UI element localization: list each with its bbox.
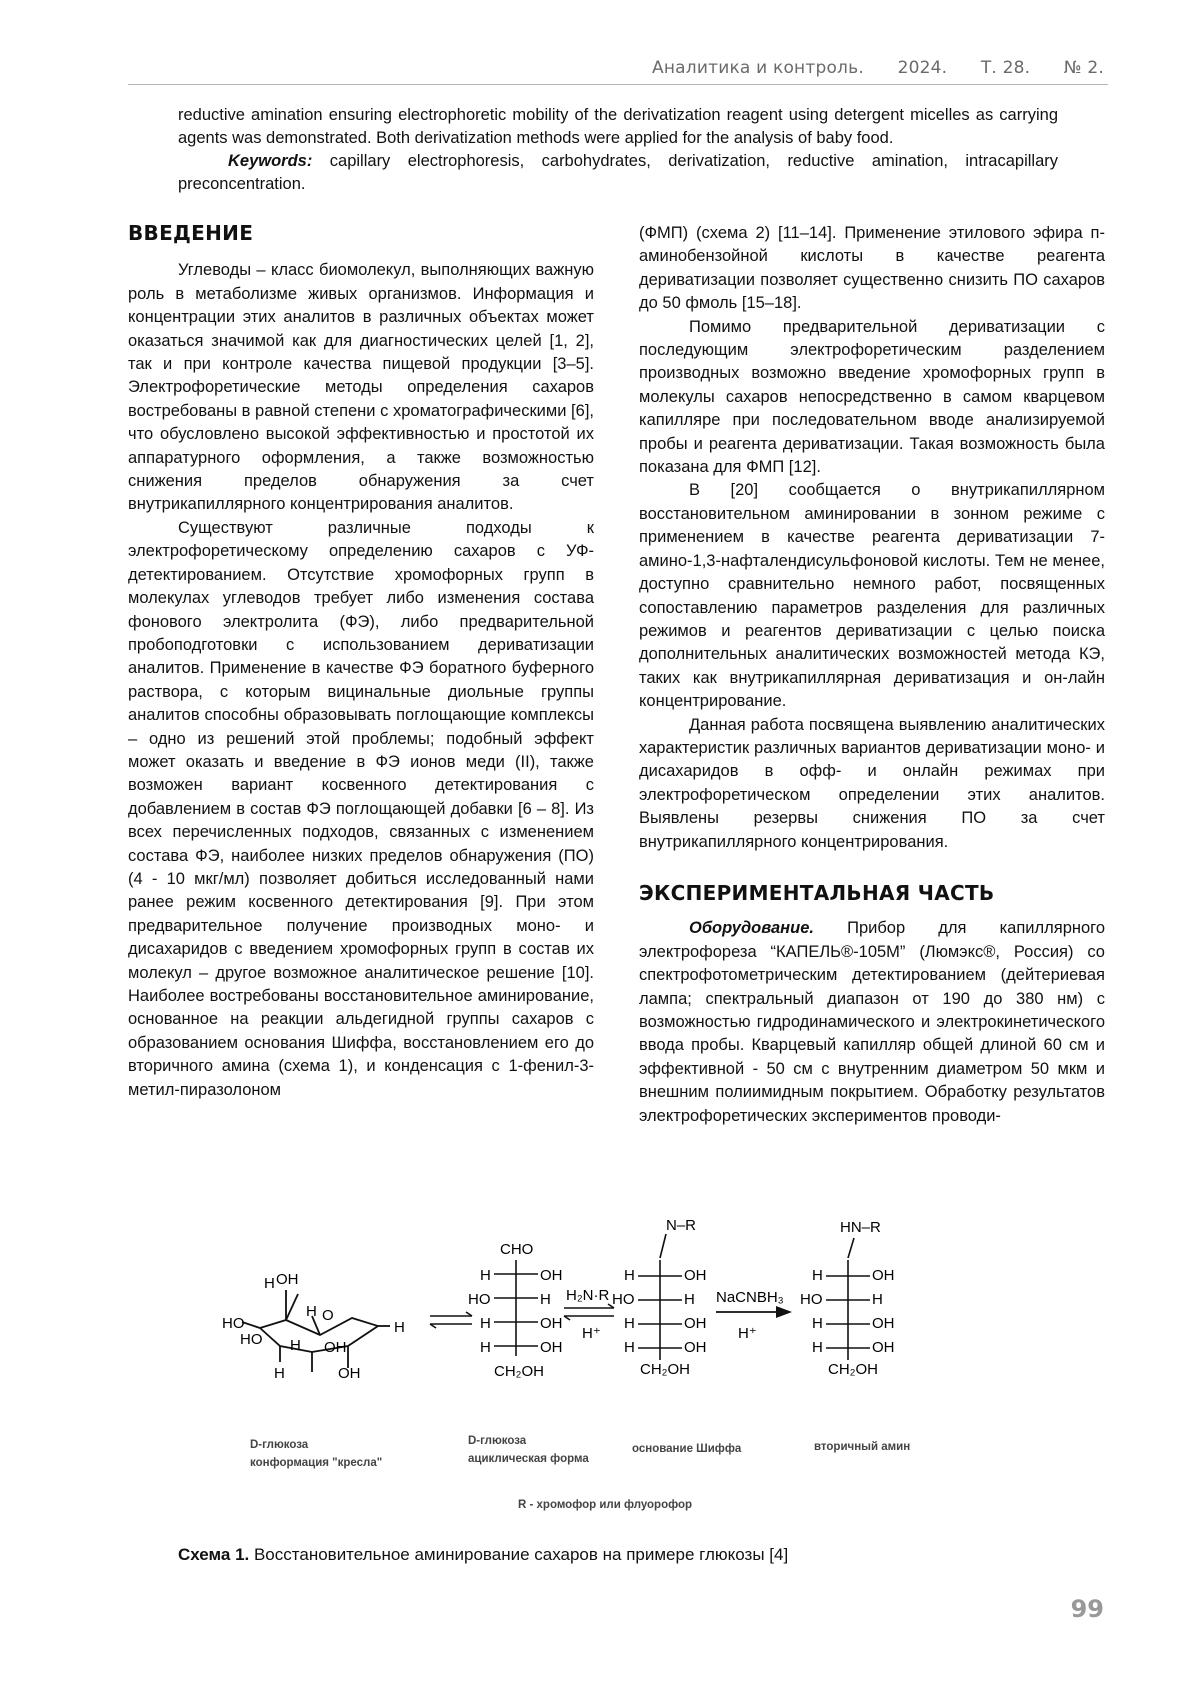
experimental-heading: ЭКСПЕРИМЕНТАЛЬНАЯ ЧАСТЬ [639,880,995,905]
schiff-oh-1: OH [684,1267,707,1284]
acyclic-ho-2: HO [468,1291,491,1308]
acyclic-cho: CHO [500,1241,534,1258]
amine-h-4: H [812,1339,823,1356]
equilibrium-arrow-2 [564,1304,614,1320]
chair-oh-mid: OH [324,1339,347,1356]
acid-catalyst-2: H⁺ [738,1325,757,1342]
chair-oh-top: OH [276,1271,299,1288]
acid-catalyst-1: H⁺ [582,1325,601,1342]
amine-h-2: H [872,1291,883,1308]
right-column [639,222,1105,1128]
reducing-agent: NaCNBH₃ [716,1289,784,1306]
acyclic-ch2oh: CH₂OH [494,1363,544,1380]
schiff-h-2: H [684,1291,695,1308]
page-number: 99 [1070,1595,1104,1623]
scheme-1-figure [220,1217,1000,1530]
schiff-ho-2: HO [612,1291,635,1308]
label-glucose-chair-2: конформация "кресла" [250,1457,383,1469]
amine-oh-4: OH [872,1339,895,1356]
abstract [178,104,1058,196]
intro-paragraph-5: Данная работа посвящена выявлению аналитических характеристик различных вариантов дериватизации моно- и дисахаридов в офф- и онлайн режимах при электрофоретическом определении этих аналитов. Выявлены резервы снижения ПО за счет внутрикапиллярного концентрирования. [639,715,1105,851]
running-header [624,58,1104,78]
amine-ch2oh: CH₂OH [828,1361,878,1378]
caption-text: Восстановительное аминирование сахаров на примере глюкозы [4] [249,1545,789,1564]
acyclic-h-3: H [480,1315,491,1332]
reduction-arrow [716,1306,792,1318]
keywords-text: capillary electrophoresis, carbohydrates, derivatization, reductive amination, intracapillary preconcentration. [178,152,1058,193]
chair-h-bottom: H [274,1365,285,1382]
equipment-lead: Оборудование. [689,919,814,938]
schiff-h-1: H [624,1267,635,1284]
chair-ho-2: HO [240,1331,263,1348]
journal-volume: Т. 28. [980,58,1031,78]
amine-hn-r: HN–R [840,1219,881,1236]
equilibrium-arrow [430,1312,472,1328]
label-glucose-acyclic-1: D-глюкоза [468,1435,527,1447]
acyclic-h-1: H [480,1267,491,1284]
equipment-text: Прибор для капиллярного электрофореза “КАПЕЛЬ®-105М” (Люмэкс®, Россия) со спектрофотометрическим детектированием (дейтериевая лампа; спектральный диапазон от 190 до 380 нм) с возможностью гидродинамического и электрокинетического ввода пробы. Кварцевый капилляр общей длиной 60 см и эффективной - 50 см с внутренним диаметром 50 мкм и внешним полиимидным покрытием. Обработку результатов электрофоретических экспериментов проводи- [639,919,1105,1125]
label-secondary-amine: вторичный амин [814,1441,911,1453]
caption-label: Схема 1. [178,1545,250,1564]
journal-year: 2024. [897,58,948,78]
intro-paragraph-2-continued: (ФМП) (схема 2) [11–14]. Применение этилового эфира п-аминобензойной кислоты в качестве реагента дериватизации позволяет существенно снизить ПО сахаров до 50 фмоль [15–18]. [639,224,1105,313]
acyclic-glucose-structure [494,1260,538,1356]
acyclic-h-2: H [540,1291,551,1308]
intro-paragraph-4: В [20] сообщается о внутрикапиллярном восстановительном аминировании в зонном режиме с применением в качестве реагента дериватизации 7-амино-1,3-нафталендисульфоновой кислоты. Тем не менее, доступно сравнительно немного работ, посвященных сопоставлению параметров разделения для различных режимов и реагентов дериватизации с целью поиска дополнительных аналитических возможностей метода КЭ, таких как внутрикапиллярная дериватизация и он-лайн концентрирование. [639,481,1105,711]
amine-h-1: H [812,1267,823,1284]
chair-ring-o: O [322,1307,334,1324]
label-glucose-acyclic-2: ациклическая форма [468,1453,589,1465]
journal-name: Аналитика и контроль. [652,58,864,78]
amine-h-3: H [812,1315,823,1332]
schiff-oh-4: OH [684,1339,707,1356]
schiff-n-r: N–R [666,1217,697,1234]
schiff-h-3: H [624,1315,635,1332]
schiff-base-structure [638,1234,682,1360]
amine-ho-2: HO [800,1291,823,1308]
acyclic-oh-1: OH [540,1267,563,1284]
left-column [128,222,594,1102]
chair-h-top: H [264,1275,275,1292]
schiff-oh-3: OH [684,1315,707,1332]
chair-h-low: H [290,1337,301,1354]
label-schiff-base: основание Шиффа [632,1443,742,1455]
label-r-note: R - хромофор или флуорофор [518,1499,693,1511]
amine-oh-1: OH [872,1267,895,1284]
chair-oh-bottom: OH [338,1365,361,1382]
reaction-scheme-svg [220,1217,1000,1530]
keywords-label: Keywords: [228,152,313,170]
intro-paragraph-1: Углеводы – класс биомолекул, выполняющих важную роль в метаболизме живых организмов. Информация и концентрации этих аналитов в различных объектах может оказаться значимой как для диагностических целей [1, 2], так и при контроле качества пищевой продукции [3–5]. Электрофоретические методы определения сахаров востребованы в равной степени с хроматографическими [6], что обусловлено высокой эффективностью и простотой их аппаратурного оформления, а также возможностью снижения пределов обнаружения за счет внутрикапиллярного концентрирования аналитов. [128,261,594,514]
scheme-caption [178,1545,788,1565]
chair-h-mid: H [306,1303,317,1320]
amine-oh-3: OH [872,1315,895,1332]
intro-heading: ВВЕДЕНИЕ [128,221,254,245]
acyclic-oh-3: OH [540,1315,563,1332]
chair-h-right: H [394,1319,405,1336]
schiff-h-4: H [624,1339,635,1356]
header-rule [128,84,1108,85]
equipment-paragraph [639,917,1105,1128]
secondary-amine-structure [826,1238,870,1360]
schiff-ch2oh: CH₂OH [640,1361,690,1378]
reagent-amine: H₂N·R [566,1287,610,1304]
intro-paragraph-2: Существуют различные подходы к электрофоретическому определению сахаров с УФ-детектированием. Отсутствие хромофорных групп в молекулах углеводов требует либо изменения состава фонового электролита (ФЭ), либо предварительной пробоподготовки с использованием дериватизации аналитов. Применение в качестве ФЭ боратного буферного раствора, с которым вицинальные диольные группы аналитов способны образовывать поглощающие комплексы – одно из решений этой проблемы; подобный эффект может оказать и введение в ФЭ ионов меди (II), также возможен вариант косвенного детектирования с добавлением в состав ФЭ поглощающей добавки [6 – 8]. Из всех перечисленных подходов, связанных с изменением состава ФЭ, наиболее низких пределов обнаружения (ПО) (4 - 10 мкг/мл) позволяет добиться исследованный нами ранее режим косвенного детектирования [9]. При этом предварительное получение производных моно- и дисахаридов с введением хромофорных групп в состав их молекул – другое возможное аналитическое решение [10]. Наиболее востребованы восстановительное аминирование, основанное на реакции альдегидной группы сахаров с образованием основания Шиффа, восстановлением его до вторичного амина (схема 1), и конденсация с 1-фенил-3-метил-пиразолоном [128,518,594,1099]
chair-ho-1: HO [222,1315,245,1332]
acyclic-oh-4: OH [540,1339,563,1356]
abstract-text: reductive amination ensuring electrophoretic mobility of the derivatization reagent using detergent micelles as carrying agents was demonstrated. Both derivatization methods were applied for the analysis of baby food. [178,106,1058,147]
intro-paragraph-3: Помимо предварительной дериватизации с последующим электрофоретическим разделением производных возможно введение хромофорных групп в молекулы сахаров непосредственно в самом кварцевом капилляре при последовательном вводе анализируемой пробы и реагента дериватизации. Такая возможность была показана для ФМП [12]. [639,317,1105,477]
acyclic-h-4: H [480,1339,491,1356]
label-glucose-chair-1: D-глюкоза [250,1439,309,1451]
journal-issue: № 2. [1063,58,1104,78]
keywords [178,150,1058,196]
